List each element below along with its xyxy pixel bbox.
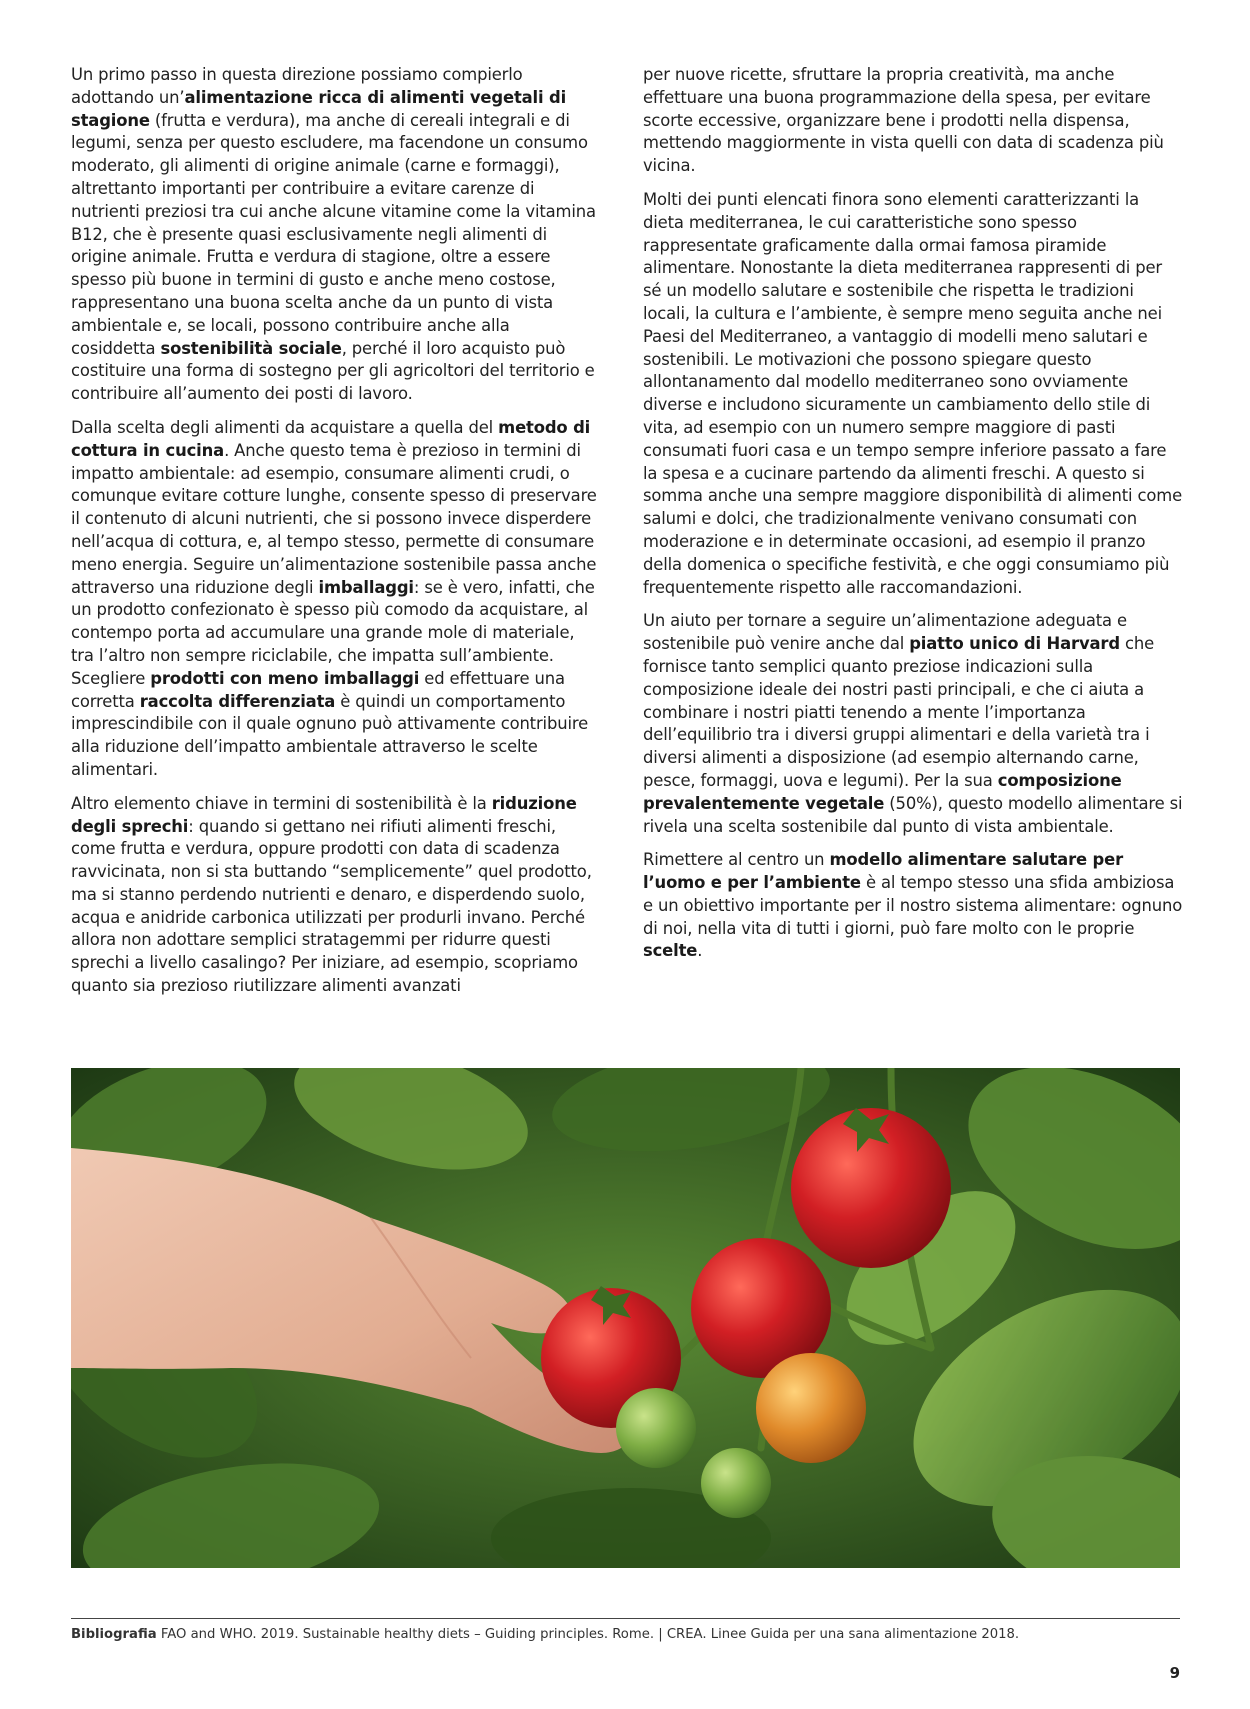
bold-phrase: metodo di cottura in cucina: [71, 417, 591, 460]
bold-phrase: modello alimentare salutare per l’uomo e per l’ambiente: [643, 850, 1124, 893]
body-paragraph: [643, 64, 1183, 178]
bold-phrase: scelte: [643, 941, 698, 961]
bibliography-text: FAO and WHO. 2019. Sustainable healthy diets – Guiding principles. Rome. | CREA. Linee Guida per una sana alimentazione 2018.: [156, 1627, 1020, 1642]
text-run: è quindi un comportamento imprescindibile con il quale ognuno può attivamente contribuire alla riduzione dell’impatto ambientale attraverso le scelte alimentari.: [71, 691, 589, 779]
body-paragraph: [71, 793, 599, 998]
bold-phrase: prodotti con meno imballaggi: [150, 668, 420, 688]
bold-phrase: raccolta differenziata: [139, 691, 336, 711]
bold-phrase: composizione prevalentemente vegetale: [643, 770, 1122, 813]
text-run: (frutta e verdura), ma anche di cereali integrali e di legumi, senza per questo escludere, ma facendone un consumo moderato, gli alimenti di origine animale (carne e formaggi), altrettanto importanti per contribuire a evitare carenze di nutrienti preziosi tra cui anche alcune vitamine come la vitamina B12, che è presente quasi esclusivamente negli alimenti di origine animale. Frutta e verdura di stagione, oltre a essere spesso più buone in termini di gusto e anche meno costose, rappresentano una buona scelta anche da un punto di vista ambientale e, se locali, possono contribuire anche alla cosiddetta: [71, 110, 596, 358]
tomato-harvest-photo: [71, 1068, 1180, 1568]
text-run: Altro elemento chiave in termini di sostenibilità è la: [71, 793, 492, 813]
body-paragraph: [643, 610, 1183, 838]
bold-phrase: riduzione degli sprechi: [71, 793, 577, 836]
text-run: per nuove ricette, sfruttare la propria creatività, ma anche effettuare una buona programmazione della spesa, per evitare scorte eccessive, organizzare bene i prodotti nella dispensa, mettendo maggiormente in vista quelli con data di scadenza più vicina.: [643, 65, 1164, 176]
text-run: è al tempo stesso una sfida ambiziosa e un obiettivo importante per il nostro sistema alimentare: ognuno di noi, nella vita di tutti i giorni, può fare molto con le proprie: [643, 873, 1183, 938]
body-paragraph: [71, 417, 599, 782]
text-run: Molti dei punti elencati finora sono elementi caratterizzanti la dieta mediterranea, le cui caratteristiche sono spesso rappresentate graficamente dalla ormai famosa piramide alimentare. Nonostante la dieta mediterranea rappresenti di per sé un modello salutare e sostenibile che rispetta le tradizioni locali, la cultura e l’ambiente, è sempre meno seguita anche nei Paesi del Mediterraneo, a vantaggio di modelli meno salutari e sostenibili. Le motivazioni che possono spiegare questo allontanamento dal modello mediterraneo sono ovviamente diverse e includono sicuramente un cambiamento dello stile di vita, ad esempio con un numero sempre maggiore di pasti consumati fuori casa e un tempo sempre inferiore passato a fare la spesa e a cucinare partendo da alimenti freschi. A questo si somma anche una sempre maggiore disponibilità di alimenti come salumi e dolci, che tradizionalmente venivano consumati con moderazione e in determinate occasioni, ad esempio il pranzo della domenica o specifiche festività, e che oggi consumiamo più frequentemente rispetto alle raccomandazioni.: [643, 189, 1183, 597]
text-run: : quando si gettano nei rifiuti alimenti freschi, come frutta e verdura, oppure prodotti con data di scadenza ravvicinata, non si sta buttando “semplicemente” quel prodotto, ma si stanno perdendo nutrienti e denaro, e disperdendo suolo, acqua e anidride carbonica utilizzati per produrli invano. Perché allora non adottare semplici stratagemmi per ridurre questi sprechi a livello casalingo? Per iniziare, ad esempio, scopriamo quanto sia prezioso riutilizzare alimenti avanzati: [71, 816, 592, 996]
bold-phrase: alimentazione ricca di alimenti vegetali di stagione: [71, 87, 567, 130]
text-run: Rimettere al centro un: [643, 850, 830, 870]
text-run: che fornisce tanto semplici quanto preziose indicazioni sulla composizione ideale dei nostri pasti principali, e che ci aiuta a combinare i nostri piatti tenendo a mente l’importanza dell’equilibrio tra i diversi gruppi alimentari e della varietà tra i diversi alimenti a disposizione (ad esempio alternando carne, pesce, formaggi, uova e legumi). Per la sua: [643, 634, 1155, 790]
text-run: Un primo passo in questa direzione possiamo compierlo adottando un’: [71, 65, 523, 107]
left-text-column: [71, 64, 599, 1009]
body-paragraph: [643, 189, 1183, 599]
bibliography: [71, 1626, 1180, 1644]
bold-phrase: imballaggi: [318, 577, 414, 597]
body-paragraph: [643, 849, 1183, 963]
text-run: Dalla scelta degli alimenti da acquistare a quella del: [71, 417, 499, 437]
text-run: Un aiuto per tornare a seguire un’alimentazione adeguata e sostenibile può venire anche dal: [643, 611, 1127, 654]
footer-divider: [71, 1618, 1180, 1619]
bold-phrase: sostenibilità sociale: [160, 338, 342, 358]
bibliography-label: Bibliografia: [71, 1627, 157, 1642]
body-paragraph: [71, 64, 599, 406]
text-run: .: [697, 941, 703, 961]
right-text-column: [643, 64, 1183, 974]
text-run: ed effettuare una corretta: [71, 668, 565, 711]
text-run: : se è vero, infatti, che un prodotto confezionato è spesso più comodo da acquistare, al contempo porta ad accumulare una grande mole di materiale, tra l’altro non sempre riciclabile, che impatta sull’ambiente. Scegliere: [71, 577, 595, 688]
text-run: (50%), questo modello alimentare si rivela una scelta sostenibile dal punto di vista ambientale.: [643, 793, 1183, 836]
page-number: 9: [1169, 1664, 1180, 1682]
text-run: . Anche questo tema è prezioso in termini di impatto ambientale: ad esempio, consumare alimenti crudi, o comunque evitare cotture lunghe, consente spesso di preservare il contenuto di alcuni nutrienti, che si possono invece disperdere nell’acqua di cottura, e, al tempo stesso, permette di consumare meno energia. Seguire un’alimentazione sostenibile passa anche attraverso una riduzione degli: [71, 440, 597, 597]
bold-phrase: piatto unico di Harvard: [909, 634, 1120, 654]
text-run: , perché il loro acquisto può costituire una forma di sostegno per gli agricoltori del territorio e contribuire all’aumento dei posti di lavoro.: [71, 338, 595, 404]
